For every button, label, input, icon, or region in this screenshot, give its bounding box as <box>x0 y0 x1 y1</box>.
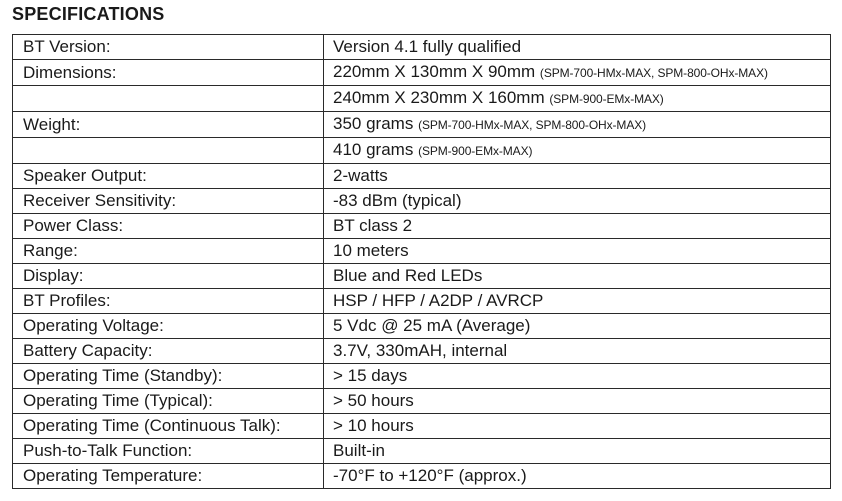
spec-value: > 15 days <box>333 366 408 385</box>
spec-value-cell <box>324 264 831 289</box>
spec-value: Blue and Red LEDs <box>333 266 483 285</box>
spec-value: Built-in <box>333 441 385 460</box>
spec-label: BT Version: <box>13 35 324 60</box>
table-row <box>13 339 831 364</box>
spec-value: 2-watts <box>333 166 388 185</box>
spec-value: > 50 hours <box>333 391 414 410</box>
spec-value: -70°F to +120°F (approx.) <box>333 466 527 485</box>
spec-label: Speaker Output: <box>13 164 324 189</box>
table-row <box>13 189 831 214</box>
spec-value-cell <box>324 138 831 164</box>
spec-label: Operating Time (Standby): <box>13 364 324 389</box>
spec-model-note: (SPM-900-EMx-MAX) <box>418 144 533 158</box>
spec-value: 350 grams <box>333 114 414 133</box>
spec-value-cell <box>324 414 831 439</box>
spec-model-note: (SPM-700-HMx-MAX, SPM-800-OHx-MAX) <box>418 118 647 132</box>
table-row <box>13 389 831 414</box>
spec-value-cell <box>324 164 831 189</box>
spec-label <box>13 138 324 164</box>
spec-value: HSP / HFP / A2DP / AVRCP <box>333 291 544 310</box>
spec-value-cell <box>324 112 831 138</box>
spec-value: > 10 hours <box>333 416 414 435</box>
spec-label: Battery Capacity: <box>13 339 324 364</box>
spec-value: -83 dBm (typical) <box>333 191 462 210</box>
spec-label: Operating Time (Typical): <box>13 389 324 414</box>
spec-value-cell <box>324 339 831 364</box>
spec-label: Dimensions: <box>13 60 324 86</box>
table-row <box>13 60 831 86</box>
spec-label: Operating Voltage: <box>13 314 324 339</box>
spec-label <box>13 86 324 112</box>
spec-label: Range: <box>13 239 324 264</box>
table-row <box>13 464 831 489</box>
spec-value: 3.7V, 330mAH, internal <box>333 341 508 360</box>
spec-value: BT class 2 <box>333 216 413 235</box>
spec-label: Receiver Sensitivity: <box>13 189 324 214</box>
spec-value: 10 meters <box>333 241 409 260</box>
table-row <box>13 414 831 439</box>
table-row <box>13 239 831 264</box>
spec-label: Power Class: <box>13 214 324 239</box>
table-row <box>13 364 831 389</box>
table-row <box>13 86 831 112</box>
spec-value: 410 grams <box>333 140 414 159</box>
page-title: SPECIFICATIONS <box>12 4 165 24</box>
spec-model-note: (SPM-700-HMx-MAX, SPM-800-OHx-MAX) <box>539 66 768 80</box>
spec-label: Display: <box>13 264 324 289</box>
specifications-table <box>12 34 831 489</box>
spec-value-cell <box>324 289 831 314</box>
spec-value: 5 Vdc @ 25 mA (Average) <box>333 316 531 335</box>
spec-value-cell <box>324 60 831 86</box>
spec-value-cell <box>324 214 831 239</box>
spec-value: 240mm X 230mm X 160mm <box>333 88 545 107</box>
spec-label: Operating Time (Continuous Talk): <box>13 414 324 439</box>
table-row <box>13 289 831 314</box>
spec-label: Operating Temperature: <box>13 464 324 489</box>
spec-value-cell <box>324 389 831 414</box>
spec-value-cell <box>324 35 831 60</box>
spec-value-cell <box>324 189 831 214</box>
spec-value-cell <box>324 239 831 264</box>
table-row <box>13 164 831 189</box>
spec-value-cell <box>324 314 831 339</box>
table-row <box>13 35 831 60</box>
spec-label: Push-to-Talk Function: <box>13 439 324 464</box>
spec-value-cell <box>324 364 831 389</box>
spec-value: Version 4.1 fully qualified <box>333 37 522 56</box>
spec-value-cell <box>324 86 831 112</box>
spec-value-cell <box>324 464 831 489</box>
spec-model-note: (SPM-900-EMx-MAX) <box>549 92 664 106</box>
spec-label: BT Profiles: <box>13 289 324 314</box>
table-row <box>13 314 831 339</box>
table-row <box>13 138 831 164</box>
spec-value-cell <box>324 439 831 464</box>
table-row <box>13 439 831 464</box>
table-row <box>13 112 831 138</box>
spec-value: 220mm X 130mm X 90mm <box>333 62 536 81</box>
specifications-table-body <box>13 35 831 489</box>
table-row <box>13 214 831 239</box>
spec-label: Weight: <box>13 112 324 138</box>
table-row <box>13 264 831 289</box>
